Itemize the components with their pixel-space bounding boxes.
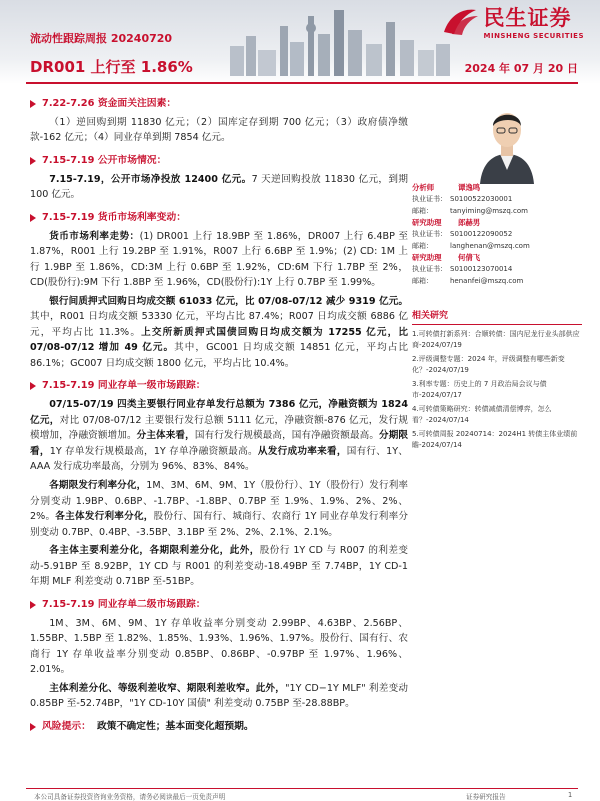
section-heading: 7.22-7.26 资金面关注因素： xyxy=(30,96,408,112)
list-item[interactable]: 3.利率专题：历史上的 7 月政治局会议与债市-2024/07/17 xyxy=(412,380,547,400)
analyst-row: 研究助理 郎赫男 xyxy=(412,218,481,228)
analyst-row: 研究助理 何倩飞 xyxy=(412,252,481,262)
list-item[interactable]: 2.评级调整专题：2024 年，评级调整有哪些新变化？-2024/07/19 xyxy=(412,355,565,375)
analyst-row: 分析师 谭逸鸣 xyxy=(412,183,481,193)
paragraph: 07/15-07/19 四类主要银行同业存单发行总额为 7386 亿元，净融资额为 1824 亿元，对比 07/08-07/12 主要银行发行总额 5111 亿元，净融资额-876 亿元，发行规模增加，净融资额增加。分主体来看，国有行发行规模最高，国有净融资额最高。分期限看，1Y 存单发行规模最高，1Y 存单净融资额最高。从发行成功率来看，国有行、1Y、AAA 发行成功率最高，分别为 96%、83%、84%。 xyxy=(30,399,409,473)
section-heading: 7.15-7.19 货币市场利率变动： xyxy=(30,210,408,226)
arrow-bullet-icon xyxy=(30,601,36,609)
section-heading: 7.15-7.19 同业存单一级市场跟踪： xyxy=(30,378,408,394)
section-heading: 7.15-7.19 同业存单二级市场跟踪： xyxy=(30,597,408,613)
logo-text-cn: 民生证券 xyxy=(483,6,572,30)
footer-disclaimer: 本公司具备证券投资咨询业务资格，请务必阅读最后一页免责声明 xyxy=(34,793,226,801)
paragraph: 货币市场利率走势：(1) DR001 上行 18.9BP 至 1.86%，DR007 上行 6.4BP 至 1.87%，R001 上行 19.2BP 至 1.91%，R007 上行 6.6BP 至 1.9%；(2) CD: 1M 上行 1.9BP 至 1.86%，CD:3M 上行 0.6BP 至 1.92%，CD:6M 下行 1.7BP 至 2%，CD(股份行):9M 下行 1.8BP 至 1.96%，CD(股份行):1Y 上行 0.7BP 至 1.99%。 xyxy=(30,230,409,289)
minsheng-logo-icon xyxy=(440,4,480,38)
analyst-row: 邮箱： langhenan@mszq.com xyxy=(412,241,530,250)
related-research xyxy=(412,308,582,454)
footer-divider xyxy=(26,788,578,789)
analyst-row: 执业证书： S0100522030001 xyxy=(412,195,513,204)
report-date: 2024 年 07 月 20 日 xyxy=(464,62,578,75)
analyst-row: 执业证书： S0100122090052 xyxy=(412,230,513,239)
related-research-title: 相关研究 xyxy=(412,308,582,325)
page-number: 1 xyxy=(568,791,573,799)
list-item[interactable]: 4.可转债策略研究：转债减债清偿博弈，怎么看？-2024/07/14 xyxy=(412,405,552,425)
report-series: 流动性跟踪周报 20240720 xyxy=(30,32,173,45)
paragraph: 银行间质押式回购日均成交额 61033 亿元，比 07/08-07/12 减少 9319 亿元。其中，R001 日均成交额 53330 亿元，平均占比 87.4%；R007 日均成交额 6886 亿元，平均占比 11.3%。上交所新质押式国债回购日均成交额为 17255 亿元，比 07/08-07/12 增加 49 亿元。其中，GC001 日均成交额 14851 亿元，平均占比 86.1%；GC007 日均成交额 1800 亿元，平均占比 10.4%。 xyxy=(30,295,408,369)
arrow-bullet-icon xyxy=(30,723,36,731)
analyst-row: 邮箱： henanfei@mszq.com xyxy=(412,276,524,285)
arrow-bullet-icon xyxy=(30,382,36,390)
paragraph: 1M、3M、6M、9M、1Y 存单收益率分别变动 2.99BP、4.63BP、2.56BP、1.55BP、1.5BP 至 1.82%、1.85%、1.93%、1.96%、1.97%。股份行、国有行、农商行 1Y 存单收益率分别变动 0.85BP、0.86BP、-0.97BP 至 1.97%、1.96%、2.01%。 xyxy=(30,617,408,676)
paragraph: 各主体主要利差分化，各期限利差分化，此外，股份行 1Y CD 与 R007 的利差变动-5.91BP 至 8.92BP，1Y CD 与 R001 的利差变动-18.49BP 至 7.74BP，1Y CD-1 年期 MLF 利差变动 0.71BP 至-51BP。 xyxy=(30,545,408,588)
brand-logo xyxy=(440,2,585,40)
paragraph: 各期限发行利率分化，1M、3M、6M、9M、1Y（股份行）、1Y（股份行）发行利率分别变动 1.9BP、0.6BP、-1.7BP、-1.8BP、0.7BP 至 1.9%、1.9%、2%、2%、2%。各主体发行利率分化，股份行、国有行、城商行、农商行 1Y 同业存单发行利率分别变动 0.7BP、0.4BP、-3.5BP、3.1BP 至 2%、2%、2.1%、2.1%。 xyxy=(30,480,409,538)
analyst-photo xyxy=(462,96,552,184)
header-banner xyxy=(0,0,600,84)
arrow-bullet-icon xyxy=(30,100,36,108)
footer-label: 证券研究报告 xyxy=(466,793,506,801)
paragraph: 7.15-7.19，公开市场净投放 12400 亿元。7 天逆回购投放 11830 亿元，到期 100 亿元。 xyxy=(30,173,408,201)
list-item[interactable]: 5.可转债周报 20240714：2024H1 转债主体业绩前瞻-2024/07/14 xyxy=(412,430,578,450)
list-item[interactable]: 1.可转债打新系列：合顺转债：国内尼龙行业头部供应商-2024/07/19 xyxy=(412,330,580,350)
analyst-row: 执业证书： S0100123070014 xyxy=(412,264,513,273)
analyst-row: 邮箱： tanyiming@mszq.com xyxy=(412,206,528,215)
logo-text-en: MINSHENG SECURITIES xyxy=(483,32,584,40)
related-research-list xyxy=(412,329,582,451)
risk-warning: 风险提示： 政策不确定性；基本面变化超预期。 xyxy=(30,719,408,735)
arrow-bullet-icon xyxy=(30,214,36,222)
analyst-list xyxy=(412,182,582,286)
arrow-bullet-icon xyxy=(30,157,36,165)
main-column xyxy=(30,96,408,735)
report-title: DR001 上行至 1.86% xyxy=(30,58,193,76)
section-heading: 7.15-7.19 公开市场情况： xyxy=(30,153,408,169)
paragraph: （1）逆回购到期 11830 亿元；（2）国库定存到期 700 亿元；（3）政府债净缴款-162 亿元；（4）同业存单到期 7854 亿元。 xyxy=(30,116,408,144)
header-divider xyxy=(26,82,578,84)
paragraph: 主体利差分化、等级利差收窄、期限利差收窄。此外，"1Y CD−1Y MLF" 利差变动 0.85BP 至-52.74BP，"1Y CD-10Y 国债" 利差变动 0.75BP 至-28.88BP。 xyxy=(30,682,409,710)
city-skyline-image xyxy=(230,6,450,76)
